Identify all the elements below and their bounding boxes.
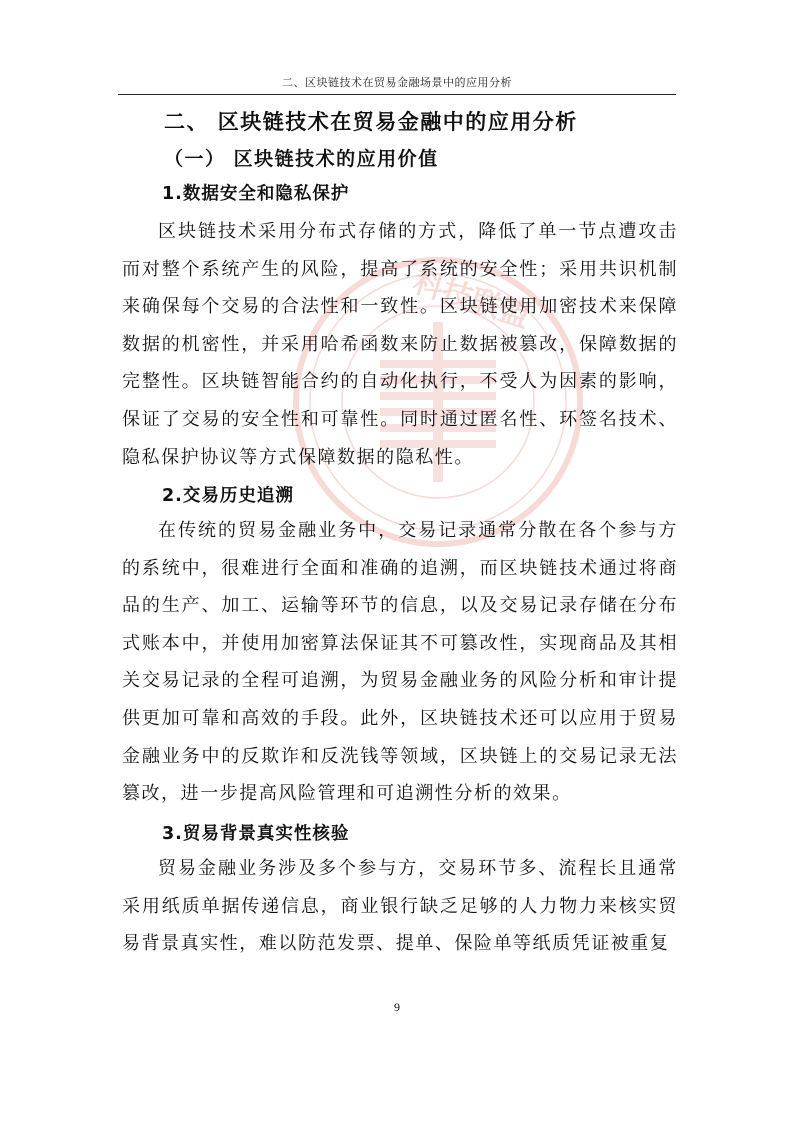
subsection-heading-1: 1.数据安全和隐私保护 [162,184,350,204]
subsection-heading-2: 2.交易历史追溯 [162,486,294,506]
paragraph-3: 贸易金融业务涉及多个参与方，交易环节多、流程长且通常采用纸质单据传递信息，商业银行缺乏足够的人力物力来核实贸易背景真实性，难以防范发票、提单、保险单等纸质凭证被重复 [122,858,678,955]
chapter-heading: 二、 区块链技术在贸易金融中的应用分析 [164,110,578,134]
header-rule [118,94,676,95]
paragraph-2: 在传统的贸易金融业务中，交易记录通常分散在各个参与方的系统中，很难进行全面和准确的追溯，而区块链技术通过将商品的生产、加工、运输等环节的信息，以及交易记录存储在分布式账本中，并使用加密算法保证其不可篡改性，实现商品及其相关交易记录的全程可追溯，为贸易金融业务的风险分析和审计提供更加可靠和高效的手段。此外，区块链技术还可以应用于贸易金融业务中的反欺诈和反洗钱等领域，区块链上的交易记录无法篡改，进一步提高风险管理和可追溯性分析的效果。 [122,520,678,805]
page-number: 9 [394,1000,400,1014]
watermark-text: 科技联盟 [408,264,534,335]
paragraph-1: 区块链技术采用分布式存储的方式，降低了单一节点遭攻击而对整个系统产生的风险，提高了系统的安全性；采用共识机制来确保每个交易的合法性和一致性。区块链使用加密技术来保障数据的机密性，并采用哈希函数来防止数据被篡改，保障数据的完整性。区块链智能合约的自动化执行，不受人为因素的影响，保证了交易的安全性和可靠性。同时通过匿名性、环签名技术、隐私保护协议等方式保障数据的隐私性。 [122,221,678,468]
running-header: 二、区块链技术在贸易金融场景中的应用分析 [282,76,512,89]
subsection-heading-3: 3.贸易背景真实性核验 [162,824,350,844]
section-heading: （一） 区块链技术的应用价值 [164,148,439,170]
